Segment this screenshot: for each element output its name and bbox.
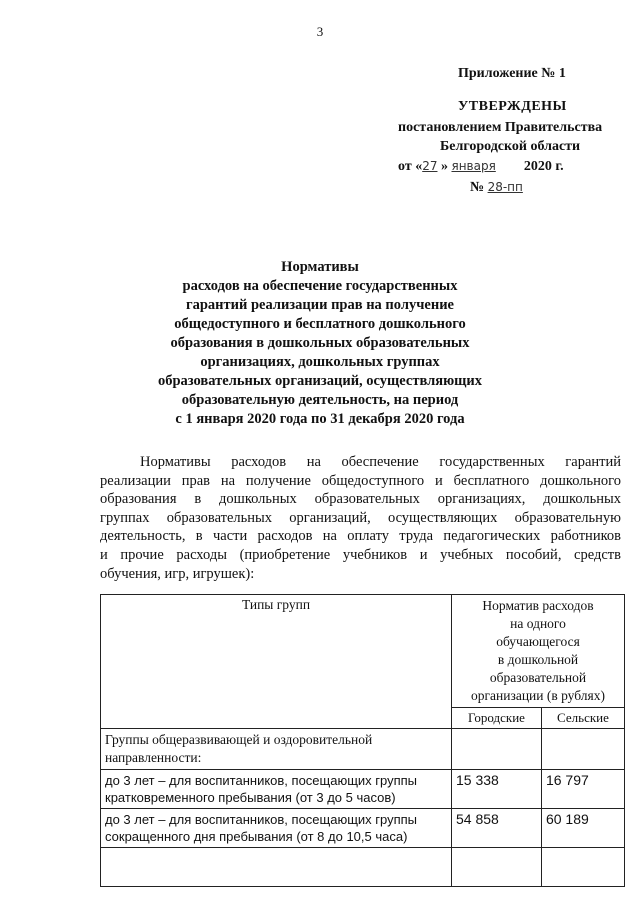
title-line: образовательных организаций, осуществляющих [157, 373, 482, 389]
decree-text: постановлением Правительства [398, 120, 603, 135]
document-title [0, 258, 640, 429]
empty-cell [452, 729, 542, 770]
table-row [101, 848, 625, 887]
intro-line: группах образовательных организаций, осуществляющих образовательную [100, 509, 621, 526]
approved-heading: УТВЕРЖДЕНЫ [458, 99, 567, 114]
title-line: организациях, дошкольных группах [200, 354, 440, 370]
row-label: до 3 лет – для воспитанников, посещающих группы сокращенного дня пребывания (от 8 до 10,5 часа) [101, 809, 452, 848]
group-title: Группы общеразвивающей и оздоровительной направленности: [101, 729, 452, 770]
annex-label: Приложение № 1 [458, 66, 566, 81]
decree-month: января [451, 159, 496, 173]
title-line: образования в дошкольных образовательных [170, 335, 470, 351]
title-line: образовательную деятельность, на период [181, 392, 459, 408]
empty-cell [541, 729, 624, 770]
decree-date: от «27 » января 2020 г. [398, 159, 564, 174]
title-line: с 1 января 2020 года по 31 декабря 2020 года [175, 411, 465, 427]
table-header-row [101, 595, 625, 708]
intro-line: образования в дошкольных образовательных организациях, дошкольных [100, 491, 621, 508]
intro-line: обучения, игр, игрушек): [100, 565, 255, 582]
decree-day: 27 [422, 159, 438, 173]
empty-cell [452, 848, 542, 887]
header-urban: Городские [452, 708, 542, 729]
table-row [101, 809, 625, 848]
region-text: Белгородской области [440, 139, 581, 154]
intro-paragraph [100, 453, 621, 583]
value-urban: 15 338 [452, 770, 542, 809]
norms-table [100, 594, 625, 887]
header-norm: Норматив расходов на одного обучающегося в дошкольной образовательной организации (в рублях) [452, 595, 625, 708]
decree-number-value: 28-пп [487, 180, 523, 194]
value-urban: 54 858 [452, 809, 542, 848]
title-line: гарантий реализации прав на получение [185, 297, 454, 313]
intro-line: реализации прав на получение общедоступного и бесплатного дошкольного [100, 472, 621, 489]
title-line: Нормативы [281, 259, 359, 275]
intro-line: и прочие расходы (приобретение учебников и учебных пособий, средств [100, 546, 621, 563]
decree-number: № 28-пп [470, 180, 523, 195]
row-label: до 3 лет – для воспитанников, посещающих группы кратковременного пребывания (от 3 до 5 часов) [101, 770, 452, 809]
table-row [101, 770, 625, 809]
empty-cell [101, 848, 452, 887]
decree-year: 2020 г. [523, 159, 564, 174]
header-group-types: Типы групп [101, 595, 452, 729]
value-rural: 16 797 [541, 770, 624, 809]
intro-line: Нормативы расходов на обеспечение государственных гарантий [140, 454, 621, 470]
page-number: 3 [316, 24, 324, 39]
empty-cell [541, 848, 624, 887]
header-rural: Сельские [541, 708, 624, 729]
title-line: общедоступного и бесплатного дошкольного [174, 316, 466, 332]
table-row [101, 729, 625, 770]
value-rural: 60 189 [541, 809, 624, 848]
title-line: расходов на обеспечение государственных [182, 278, 458, 294]
intro-line: деятельность, в части расходов на оплату труда педагогических работников [100, 528, 621, 545]
